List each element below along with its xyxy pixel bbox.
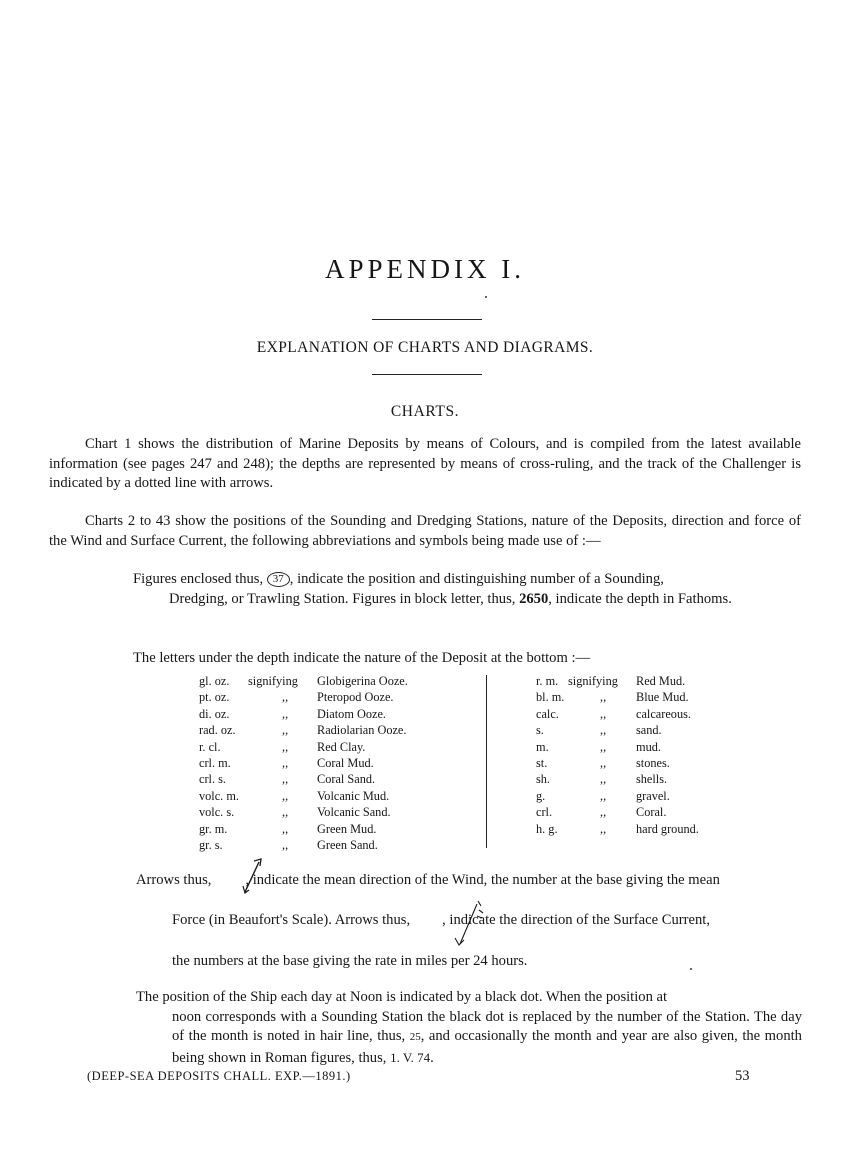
ship-hanging-block	[136, 1008, 802, 1069]
meaning: Coral Mud.	[317, 755, 374, 770]
abbr: st.	[536, 755, 548, 770]
abbr: volc. m.	[199, 788, 239, 803]
wind-text-before: Arrows thus,	[136, 872, 212, 888]
abbr: pt. oz.	[199, 690, 230, 705]
abbreviation-row	[199, 739, 489, 755]
abbreviation-row	[199, 821, 489, 837]
abbr: m.	[536, 739, 549, 754]
abbreviation-row	[199, 771, 489, 787]
abbr: gr. m.	[199, 821, 228, 836]
abbreviation-list-left	[199, 673, 489, 853]
sep: ,,	[282, 723, 289, 738]
running-footer: (DEEP-SEA DEPOSITS CHALL. EXP.—1891.)	[87, 1069, 351, 1083]
abbreviation-row	[199, 804, 489, 820]
sep: ,,	[600, 739, 607, 754]
sep: ,,	[282, 706, 289, 721]
abbr: gl. oz.	[199, 674, 230, 688]
block-number-example: 2650	[519, 590, 549, 607]
meaning: Radiolarian Ooze.	[317, 723, 407, 738]
abbr: calc.	[536, 706, 559, 721]
sep: ,,	[600, 772, 607, 787]
figures-hanging-line	[133, 590, 801, 610]
meaning: shells.	[636, 772, 668, 787]
meaning: hard ground.	[636, 821, 699, 836]
ship-text-rest-b: , and occasionally the month and year are also given, the month being shown in Roman figures, thus,	[172, 1028, 802, 1066]
wind-arrow-icon	[235, 856, 271, 898]
ship-text-end: .	[430, 1049, 434, 1066]
sep: ,,	[282, 739, 289, 754]
abbreviation-row	[536, 722, 756, 738]
page-title: APPENDIX I.	[324, 254, 525, 284]
meaning: Coral.	[636, 805, 667, 820]
abbreviation-row	[536, 706, 756, 722]
sep: ,,	[600, 788, 607, 803]
meaning: Volcanic Sand.	[317, 805, 391, 820]
abbr: gr. s.	[199, 837, 223, 852]
abbreviation-row	[536, 689, 756, 705]
subtitle-rule	[372, 374, 482, 375]
abbreviation-row	[536, 673, 756, 689]
sep: ,,	[282, 755, 289, 770]
abbreviation-row	[199, 755, 489, 771]
page-number: 53	[735, 1068, 750, 1084]
paragraph-charts-2-43: Charts 2 to 43 show the positions of the Sounding and Dredging Stations, nature of the Deposits, direction and force of the Wind and Surface Current, the following abbreviations and symbols being made use of :—	[49, 513, 801, 549]
figures-text-line2a: Dredging, or Trawling Station. Figures in block letter, thus,	[169, 590, 516, 607]
wind-arrow-line	[136, 872, 720, 889]
circled-figure-example: 37	[267, 572, 290, 587]
abbr: crl.	[536, 805, 553, 820]
abbr: volc. s.	[199, 805, 235, 820]
abbr: sh.	[536, 772, 551, 787]
current-arrow-icon	[452, 898, 488, 950]
sep: signifying	[568, 674, 618, 688]
abbreviation-row	[536, 739, 756, 755]
meaning: stones.	[636, 755, 670, 770]
abbr: h. g.	[536, 821, 558, 836]
meaning: Volcanic Mud.	[317, 788, 390, 803]
date-example: 1. V. 74	[390, 1049, 431, 1065]
meaning: sand.	[636, 723, 662, 738]
sep: signifying	[248, 674, 298, 688]
meaning: Globigerina Ooze.	[317, 674, 408, 688]
meaning: Green Sand.	[317, 837, 378, 852]
current-text-after: , indicate the direction of the Surface Current,	[442, 912, 710, 928]
abbr: crl. m.	[199, 755, 231, 770]
figures-text-middle: , indicate the position and distinguishing number of a Sounding,	[289, 571, 664, 587]
sep: ,,	[282, 788, 289, 803]
sep: ,,	[282, 837, 289, 852]
column-divider	[486, 675, 487, 848]
abbr: bl. m.	[536, 690, 565, 705]
section-subtitle: EXPLANATION OF CHARTS AND DIAGRAMS.	[256, 339, 594, 356]
abbreviation-row	[199, 689, 489, 705]
abbr: r. m.	[536, 674, 559, 688]
speck	[485, 296, 487, 298]
abbreviation-row	[536, 821, 756, 837]
deposit-letters-intro: The letters under the depth indicate the nature of the Deposit at the bottom :—	[133, 650, 591, 666]
abbreviation-row	[536, 804, 756, 820]
abbr: s.	[536, 723, 544, 738]
abbr: r. cl.	[199, 739, 221, 754]
meaning: Pteropod Ooze.	[317, 690, 394, 705]
abbreviation-row	[199, 722, 489, 738]
sep: ,,	[600, 755, 607, 770]
sep: ,,	[600, 821, 607, 836]
abbreviation-row	[536, 755, 756, 771]
abbreviation-row	[199, 673, 489, 689]
current-text-before: Force (in Beaufort's Scale). Arrows thus,	[172, 912, 411, 928]
meaning: gravel.	[636, 788, 670, 803]
paragraph-figures	[133, 570, 801, 609]
day-example: 25	[409, 1031, 421, 1043]
sep: ,,	[600, 723, 607, 738]
meaning: Blue Mud.	[636, 690, 689, 705]
ship-text-rest-a: noon corresponds with a Sounding Station the black dot is replaced by the number of the Station. The day of the month is noted in hair line, thus,	[172, 1008, 802, 1044]
ship-text-first: The position of the Ship each day at Noon is indicated by a black dot. When the position at	[136, 989, 668, 1005]
paragraph-chart-1: Chart 1 shows the distribution of Marine Deposits by means of Colours, and is compiled from the latest available information (see pages 247 and 248); the depths are represented by means of cross-ruling, and the track of the Challenger is indicated by a dotted line with arrows.	[49, 436, 801, 491]
figures-text-before: Figures enclosed thus,	[133, 571, 264, 587]
sep: ,,	[282, 690, 289, 705]
abbreviation-row	[199, 788, 489, 804]
meaning: mud.	[636, 739, 661, 754]
abbr: di. oz.	[199, 706, 230, 721]
meaning: Red Mud.	[636, 674, 686, 688]
title-rule	[372, 319, 482, 320]
abbreviation-row	[536, 788, 756, 804]
meaning: Red Clay.	[317, 739, 366, 754]
sep: ,,	[282, 805, 289, 820]
meaning: Diatom Ooze.	[317, 706, 386, 721]
figures-text-line2b: , indicate the depth in Fathoms.	[548, 590, 732, 607]
abbr: rad. oz.	[199, 723, 236, 738]
abbreviation-list-right	[536, 673, 756, 837]
wind-text-after: , indicate the mean direction of the Wind, the number at the base giving the mean	[245, 872, 720, 888]
abbr: g.	[536, 788, 546, 803]
abbr: crl. s.	[199, 772, 226, 787]
charts-heading: CHARTS.	[390, 403, 460, 420]
rate-line: the numbers at the base giving the rate in miles per 24 hours.	[172, 953, 528, 969]
meaning: Green Mud.	[317, 821, 377, 836]
meaning: Coral Sand.	[317, 772, 376, 787]
sep: ,,	[600, 706, 607, 721]
sep: ,,	[282, 821, 289, 836]
meaning: calcareous.	[636, 706, 691, 721]
abbreviation-row	[536, 771, 756, 787]
sep: ,,	[600, 805, 607, 820]
abbreviation-row	[199, 706, 489, 722]
current-arrow-line	[172, 912, 710, 929]
speck	[690, 968, 692, 970]
abbreviation-row	[199, 837, 489, 853]
paragraph-ship-position	[136, 988, 802, 1068]
sep: ,,	[600, 690, 607, 705]
sep: ,,	[282, 772, 289, 787]
